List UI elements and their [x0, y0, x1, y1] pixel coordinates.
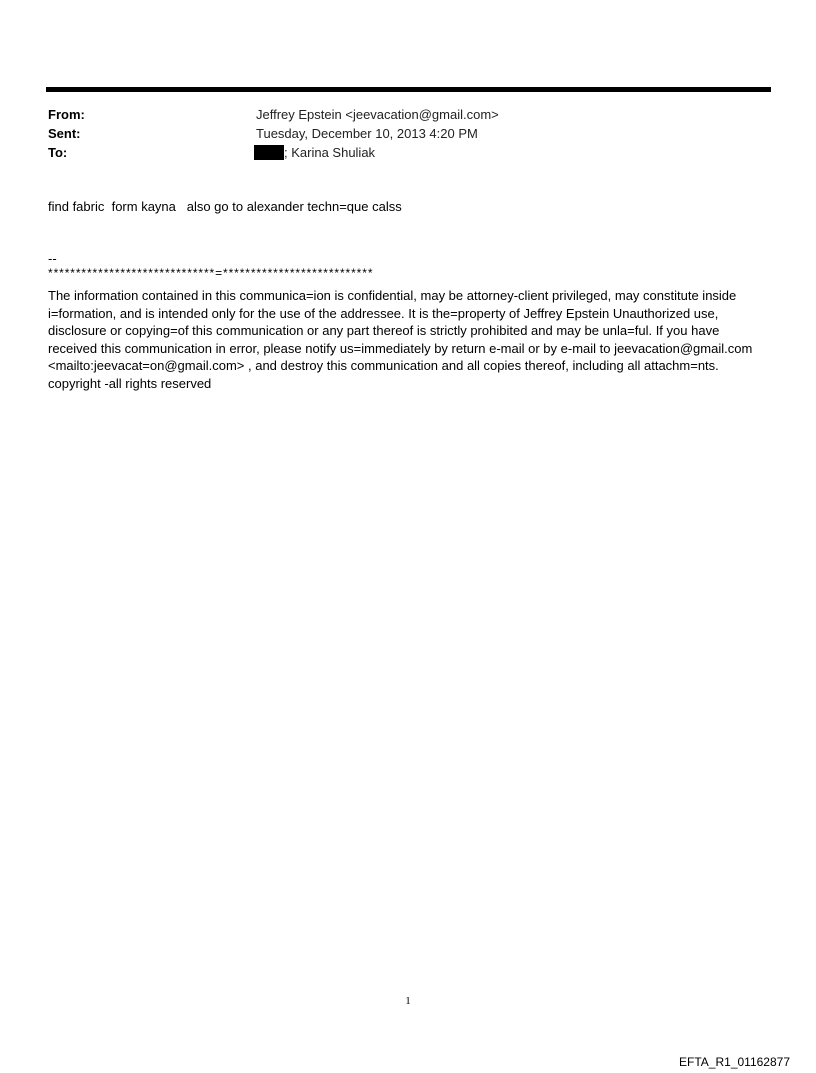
to-row [48, 144, 768, 162]
sent-value: Tuesday, December 10, 2013 4:20 PM [256, 126, 478, 141]
from-row [48, 106, 768, 124]
from-value: Jeffrey Epstein <jeevacation@gmail.com> [256, 107, 499, 122]
confidentiality-disclaimer: The information contained in this communica=ion is confidential, may be attorney-client privileged, may constitute inside i=formation, and is intended only for the use of the addressee. It is the=property of Jeffrey Epstein Unauthorized use, disclosure or copying=of this communication or any part thereof is strictly prohibited and may be unla=ful. If you have received this communication in error, please notify us=immediately by return e-mail or by e-mail to jeevacation@gmail.com <mailto:jeevacat=on@gmail.com> , and destroy this communication and all copies thereof, including all attachm=nts. copyright -all rights reserved [48, 288, 753, 391]
to-value: ; Karina Shuliak [284, 145, 376, 160]
redaction-box [254, 145, 284, 160]
sent-label: Sent: [48, 126, 81, 141]
email-body-text: find fabric form kayna also go to alexander techn=que calss [48, 199, 402, 214]
sent-row [48, 125, 768, 143]
bates-number: EFTA_R1_01162877 [679, 1055, 790, 1069]
to-label: To: [48, 145, 68, 160]
from-label: From: [48, 107, 85, 122]
to-value-container [256, 144, 375, 162]
signature-dashes: -- [48, 251, 57, 266]
header-divider [46, 87, 771, 92]
signature-stars: ******************************=*************************** [48, 266, 374, 280]
page-number: 1 [405, 995, 411, 1007]
